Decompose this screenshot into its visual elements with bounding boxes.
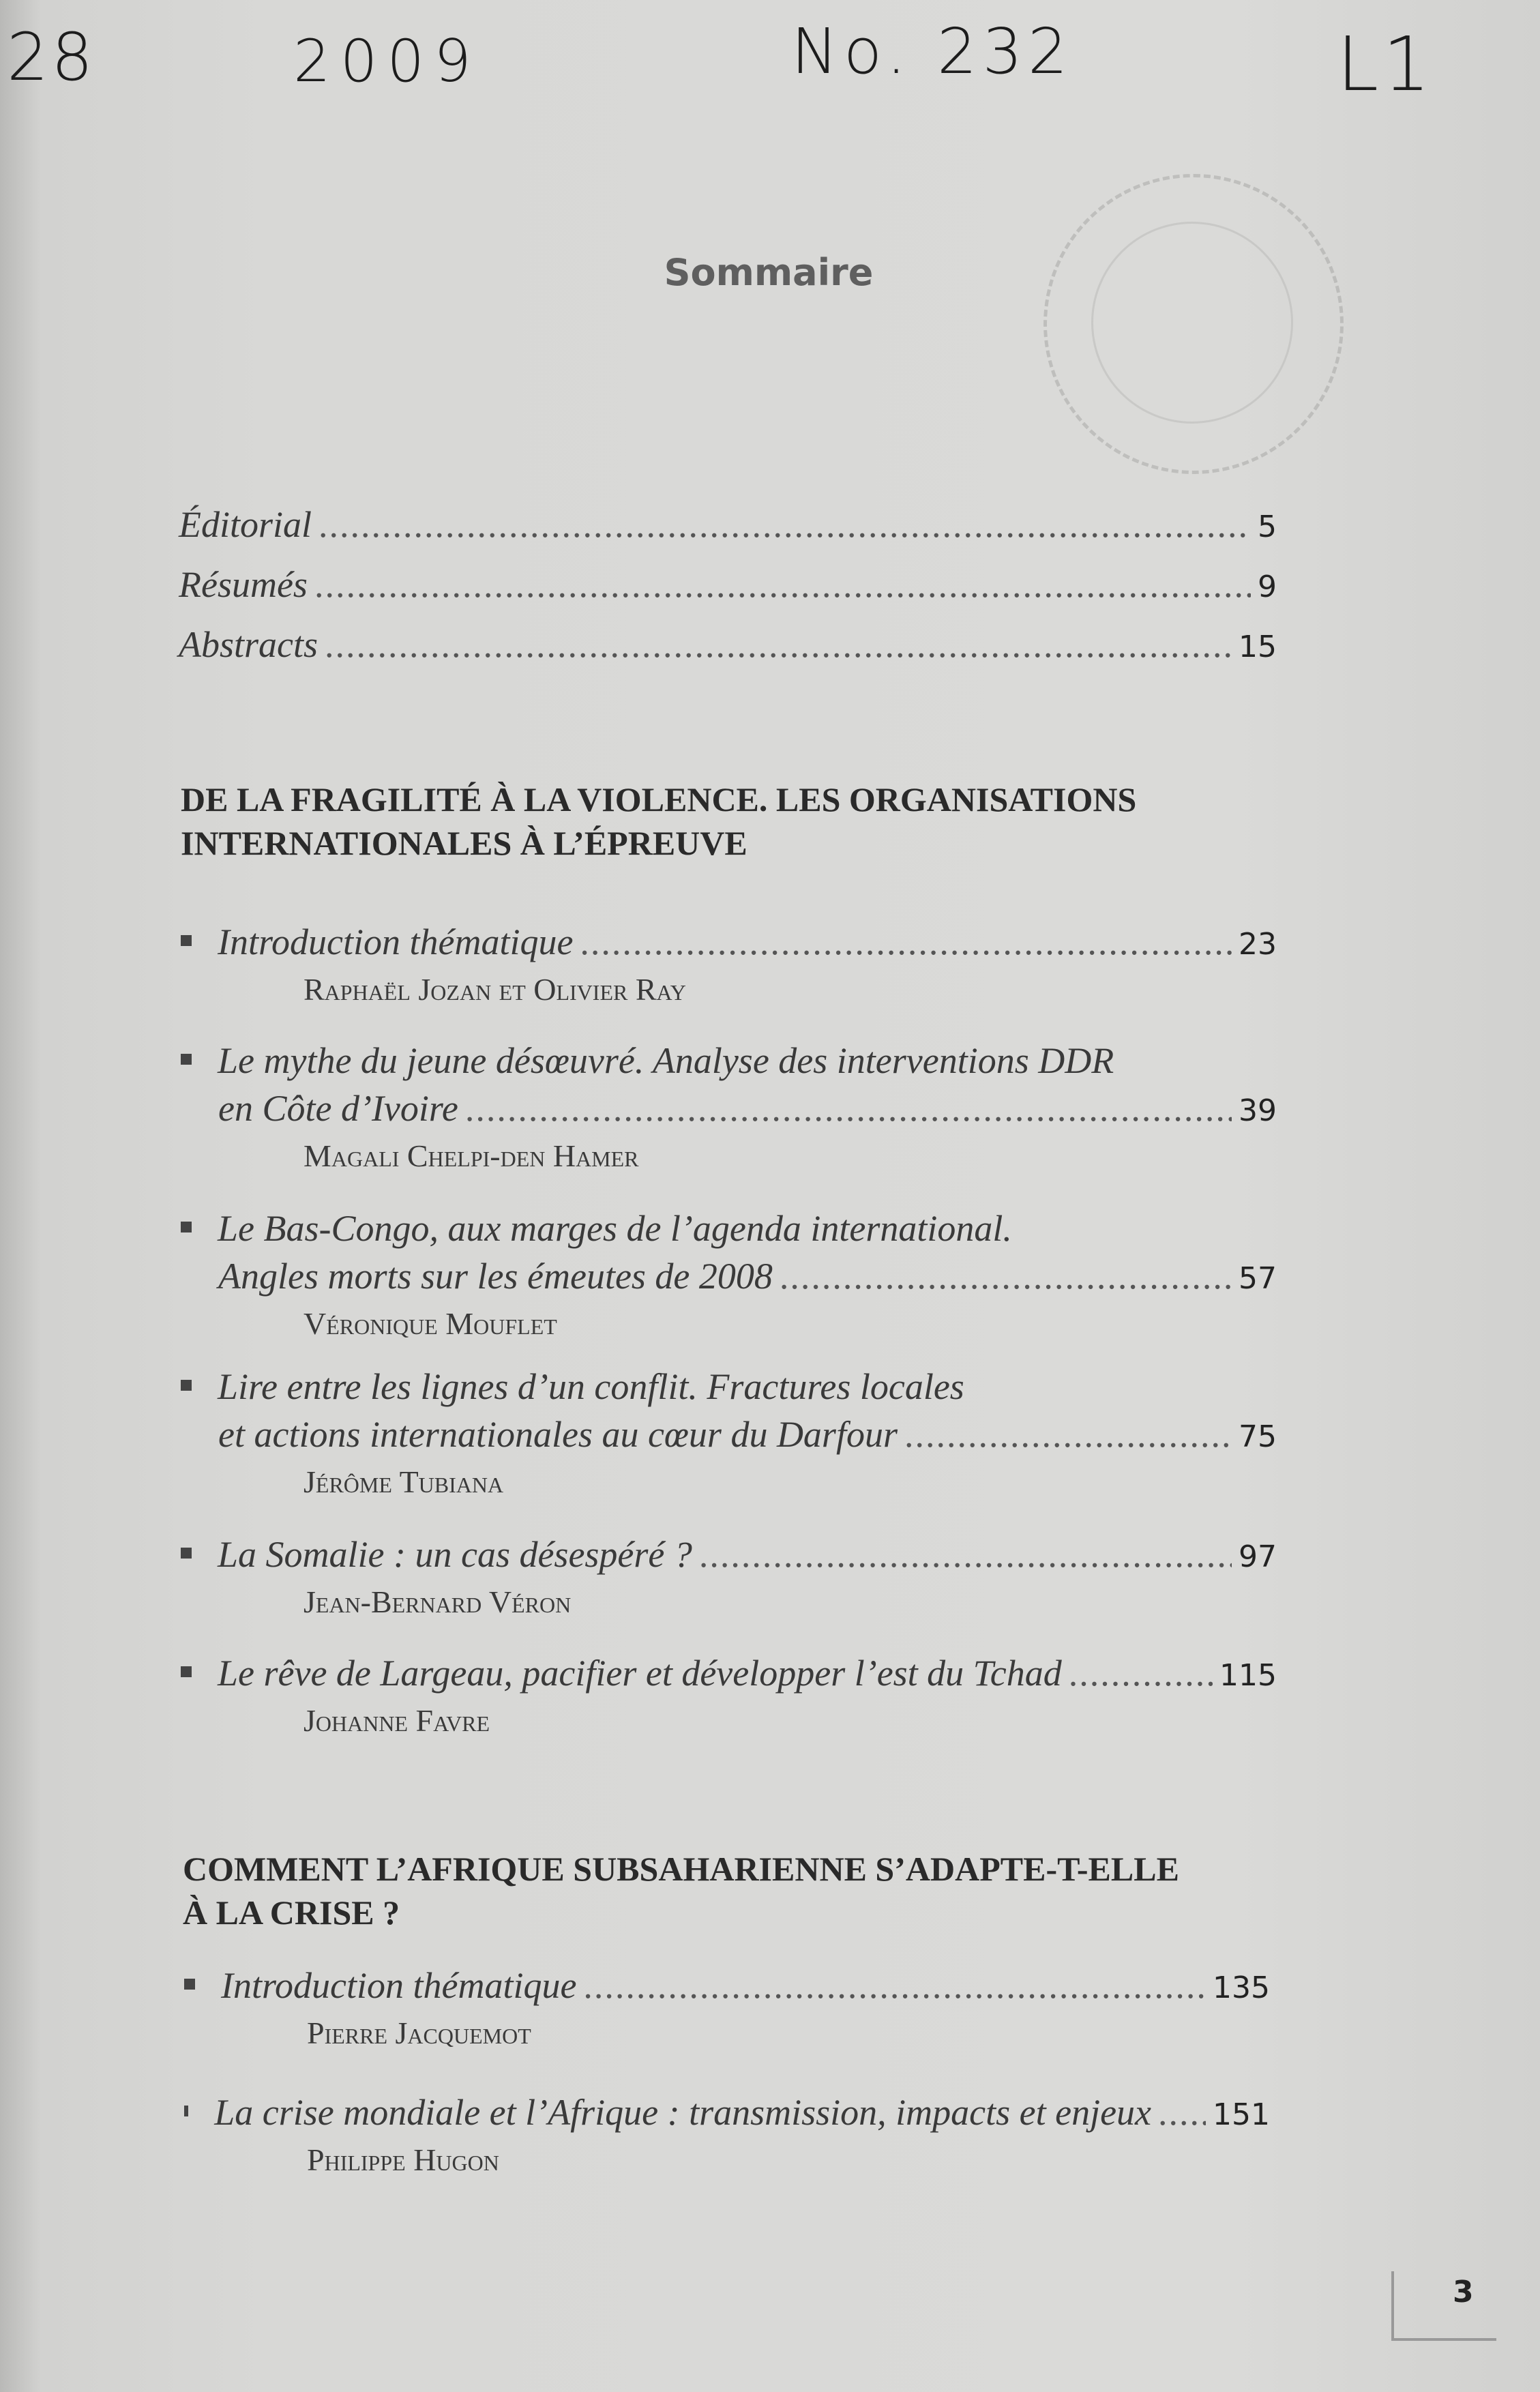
bullet-icon: [181, 1548, 192, 1559]
bullet-icon: [181, 1666, 192, 1677]
toc-entry-page: 57: [1239, 1261, 1277, 1296]
toc-entry-8[interactable]: [184, 2091, 1270, 2133]
toc-entry-title: Éditorial: [179, 504, 312, 545]
toc-entry-page: 135: [1213, 1970, 1270, 2005]
toc-entry-title-cont: et actions internationales au cœur du Darfour: [218, 1414, 898, 1455]
toc-entry-page: 23: [1239, 927, 1277, 962]
toc-entry-abstracts[interactable]: [179, 623, 1277, 666]
handwritten-code: L1: [1337, 20, 1435, 108]
leader-dots: [699, 1533, 1232, 1576]
toc-entry-page: 15: [1239, 630, 1277, 664]
toc-entry-author: Pierre Jacquemot: [307, 2016, 531, 2050]
toc-entry-2[interactable]: [218, 1087, 1277, 1129]
toc-entry-author: Johanne Favre: [303, 1703, 490, 1738]
toc-entry-title: Abstracts: [179, 624, 319, 665]
section-heading-line: À LA CRISE ?: [183, 1893, 400, 1932]
toc-entry-2-line1[interactable]: [181, 1039, 1114, 1082]
toc-entry-page: 9: [1258, 570, 1277, 604]
section-heading-1: [181, 778, 1136, 865]
toc-entry-4-line1[interactable]: [181, 1365, 964, 1408]
leader-dots: [465, 1087, 1232, 1129]
toc-entry-title-cont: Angles morts sur les émeutes de 2008: [218, 1256, 773, 1297]
toc-entry-page: 115: [1219, 1658, 1277, 1693]
bullet-icon: [181, 935, 192, 946]
leader-dots: [780, 1255, 1232, 1297]
toc-entry-title: La crise mondiale et l’Afrique : transmission, impacts et enjeux: [214, 2092, 1152, 2133]
toc-entry-title: Le mythe du jeune désœuvré. Analyse des interventions DDR: [218, 1040, 1114, 1081]
handwritten-issue: No. 232: [791, 15, 1073, 88]
toc-entry-title-cont: en Côte d’Ivoire: [218, 1088, 458, 1129]
toc-entry-title: Introduction thématique: [221, 1965, 577, 2006]
leader-dots: [314, 563, 1251, 606]
leader-dots: [583, 1964, 1206, 2007]
page-title-text: Sommaire: [664, 251, 874, 294]
toc-entry-author: Raphaël Jozan et Olivier Ray: [303, 972, 686, 1007]
toc-entry-title: Le rêve de Largeau, pacifier et développer l’est du Tchad: [218, 1653, 1062, 1694]
toc-entry-3-line1[interactable]: [181, 1207, 1012, 1250]
toc-entry-title: Le Bas-Congo, aux marges de l’agenda international.: [218, 1208, 1012, 1249]
section-heading-line: COMMENT L’AFRIQUE SUBSAHARIENNE S’ADAPTE-T-ELLE: [183, 1850, 1179, 1888]
leader-dots: [904, 1413, 1232, 1456]
toc-entry-3[interactable]: [218, 1255, 1277, 1297]
toc-entry-author: Philippe Hugon: [307, 2142, 499, 2177]
page-number: 3: [1453, 2275, 1474, 2309]
bullet-icon: [181, 1054, 192, 1065]
toc-entry-page: 151: [1213, 2097, 1270, 2132]
toc-entry-page: 97: [1239, 1539, 1277, 1574]
toc-entry-page: 5: [1258, 510, 1277, 544]
page-title: [0, 251, 1540, 294]
bullet-icon: [181, 1380, 192, 1391]
toc-entry-author: Magali Chelpi-den Hamer: [303, 1138, 639, 1173]
toc-entry-title: Introduction thématique: [218, 921, 574, 962]
leader-dots: [319, 503, 1251, 546]
leader-dots: [1158, 2091, 1206, 2133]
toc-entry-title: Lire entre les lignes d’un conflit. Fractures locales: [218, 1366, 964, 1407]
bullet-icon: [184, 2106, 188, 2116]
section-heading-line: INTERNATIONALES À L’ÉPREUVE: [181, 824, 747, 862]
leader-dots: [580, 921, 1232, 963]
toc-entry-6[interactable]: [181, 1652, 1277, 1694]
toc-entry-1[interactable]: [181, 921, 1277, 963]
bullet-icon: [184, 1979, 195, 1990]
section-heading-2: [183, 1847, 1179, 1934]
toc-entry-page: 75: [1239, 1419, 1277, 1454]
toc-entry-5[interactable]: [181, 1533, 1277, 1576]
toc-entry-resumes[interactable]: [179, 563, 1277, 606]
handwritten-number: 28: [7, 19, 96, 95]
toc-entry-7[interactable]: [184, 1964, 1270, 2007]
handwritten-year: 2009: [293, 27, 481, 95]
toc-entry-title: Résumés: [179, 564, 308, 605]
leader-dots: [325, 623, 1232, 666]
bullet-icon: [181, 1222, 192, 1232]
toc-entry-title: La Somalie : un cas désespéré ?: [218, 1534, 692, 1575]
leader-dots: [1069, 1652, 1213, 1694]
toc-entry-4[interactable]: [218, 1413, 1277, 1456]
toc-entry-author: Jérôme Tubiana: [303, 1464, 504, 1499]
section-heading-line: DE LA FRAGILITÉ À LA VIOLENCE. LES ORGANISATIONS: [181, 780, 1137, 818]
toc-entry-author: Véronique Mouflet: [303, 1306, 557, 1341]
toc-entry-page: 39: [1239, 1093, 1277, 1128]
page-corner-mark: [1391, 2271, 1496, 2341]
toc-entry-author: Jean-Bernard Véron: [303, 1584, 572, 1619]
toc-entry-editorial[interactable]: [179, 503, 1277, 546]
